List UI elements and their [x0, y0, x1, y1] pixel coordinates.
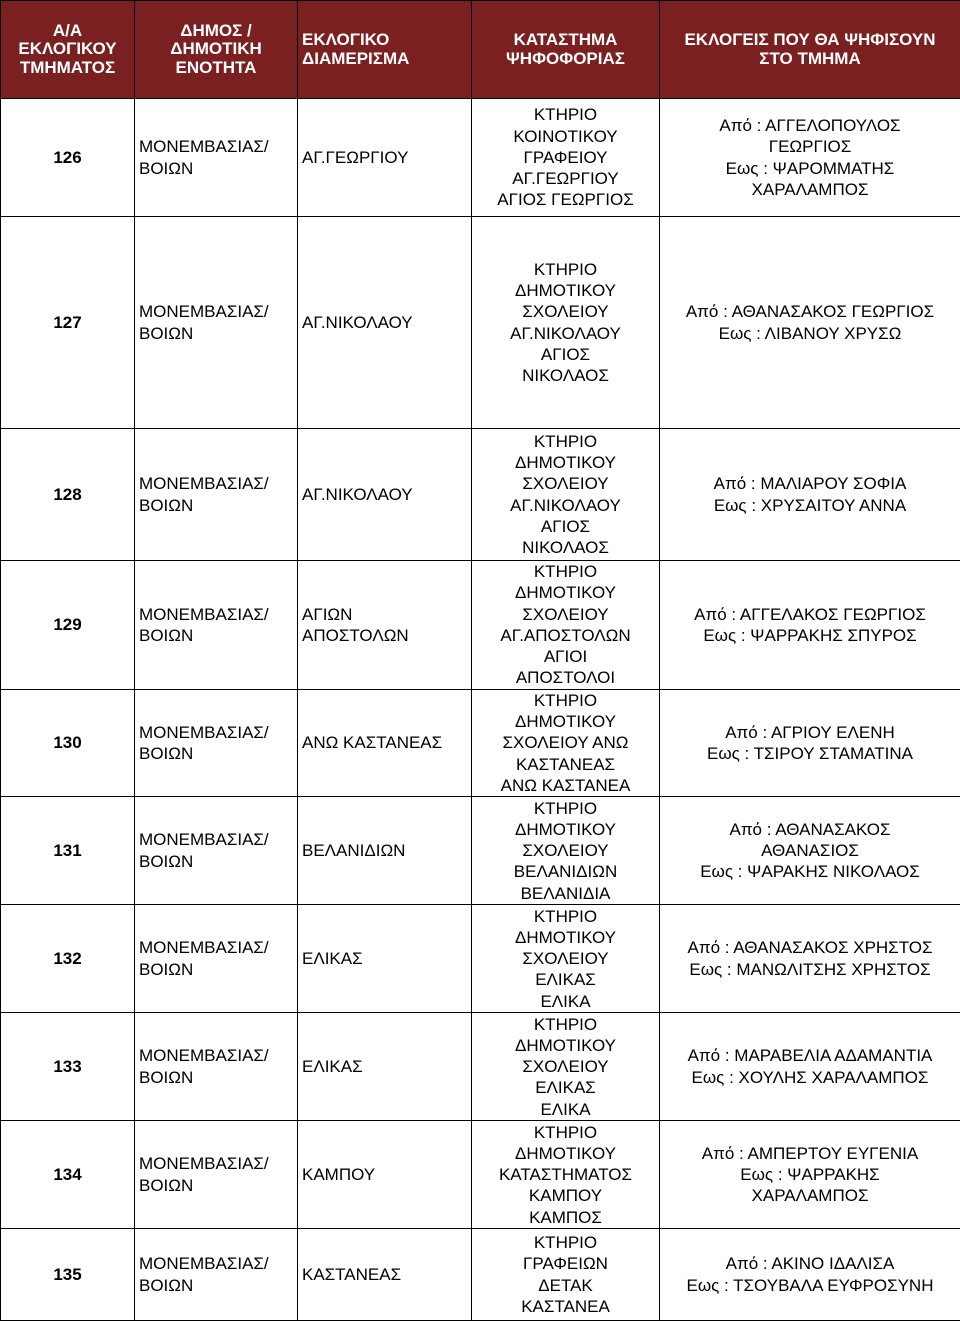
section-number: 130 [1, 689, 135, 796]
section-number: 129 [1, 561, 135, 690]
polling-station: ΚΤΗΡΙΟ ΔΗΜΟΤΙΚΟΥ ΚΑΤΑΣΤΗΜΑΤΟΣ ΚΑΜΠΟΥ ΚΑΜΠΟΣ [472, 1121, 660, 1229]
voters-range: Από : ΜΑΡΑΒΕΛΙΑ ΑΔΑΜΑΝΤΙΑ Εως : ΧΟΥΛΗΣ ΧΑΡΑΛΑΜΠΟΣ [660, 1013, 960, 1121]
table-row [1, 797, 960, 905]
polling-station: ΚΤΗΡΙΟ ΔΗΜΟΤΙΚΟΥ ΣΧΟΛΕΙΟΥ ΒΕΛΑΝΙΔΙΩΝ ΒΕΛΑΝΙΔΙΑ [472, 797, 660, 905]
municipality: ΜΟΝΕΜΒΑΣΙΑΣ/ ΒΟΙΩΝ [135, 1121, 298, 1229]
voters-range: Από : ΑΚΙΝΟ ΙΔΑΛΙΣΑ Εως : ΤΣΟΥΒΑΛΑ ΕΥΦΡΟΣΥΝΗ [660, 1229, 960, 1321]
section-number: 131 [1, 797, 135, 905]
voters-range: Από : ΑΜΠΕΡΤΟΥ ΕΥΓΕΝΙΑ Εως : ΨΑΡΡΑΚΗΣ ΧΑΡΑΛΑΜΠΟΣ [660, 1121, 960, 1229]
polling-station: ΚΤΗΡΙΟ ΔΗΜΟΤΙΚΟΥ ΣΧΟΛΕΙΟΥ ΑΝΩ ΚΑΣΤΑΝΕΑΣ ΑΝΩ ΚΑΣΤΑΝΕΑ [472, 689, 660, 796]
electoral-district: ΕΛΙΚΑΣ [298, 1013, 472, 1121]
municipality: ΜΟΝΕΜΒΑΣΙΑΣ/ ΒΟΙΩΝ [135, 429, 298, 561]
table-row [1, 1229, 960, 1321]
electoral-district: ΑΓ.ΝΙΚΟΛΑΟΥ [298, 217, 472, 429]
polling-station: ΚΤΗΡΙΟ ΔΗΜΟΤΙΚΟΥ ΣΧΟΛΕΙΟΥ ΑΓ.ΑΠΟΣΤΟΛΩΝ ΑΓΙΟΙ ΑΠΟΣΤΟΛΟΙ [472, 561, 660, 690]
polling-station: ΚΤΗΡΙΟ ΚΟΙΝΟΤΙΚΟΥ ΓΡΑΦΕΙΟΥ ΑΓ.ΓΕΩΡΓΙΟΥ ΑΓΙΟΣ ΓΕΩΡΓΙΟΣ [472, 99, 660, 217]
section-number: 132 [1, 905, 135, 1013]
table-row [1, 905, 960, 1013]
municipality: ΜΟΝΕΜΒΑΣΙΑΣ/ ΒΟΙΩΝ [135, 1229, 298, 1321]
electoral-district: ΑΝΩ ΚΑΣΤΑΝΕΑΣ [298, 689, 472, 796]
polling-station: ΚΤΗΡΙΟ ΔΗΜΟΤΙΚΟΥ ΣΧΟΛΕΙΟΥ ΕΛΙΚΑΣ ΕΛΙΚΑ [472, 1013, 660, 1121]
header-section-number: Α/Α ΕΚΛΟΓΙΚΟΥ ΤΜΗΜΑΤΟΣ [1, 1, 135, 99]
section-number: 134 [1, 1121, 135, 1229]
header-municipality: ΔΗΜΟΣ / ΔΗΜΟΤΙΚΗ ΕΝΟΤΗΤΑ [135, 1, 298, 99]
municipality: ΜΟΝΕΜΒΑΣΙΑΣ/ ΒΟΙΩΝ [135, 689, 298, 796]
header-voters: ΕΚΛΟΓΕΙΣ ΠΟΥ ΘΑ ΨΗΦΙΣΟΥΝ ΣΤΟ ΤΜΗΜΑ [660, 1, 960, 99]
table-row [1, 1121, 960, 1229]
electoral-district: ΑΓ.ΓΕΩΡΓΙΟΥ [298, 99, 472, 217]
voters-range: Από : ΑΘΑΝΑΣΑΚΟΣ ΑΘΑΝΑΣΙΟΣ Εως : ΨΑΡΑΚΗΣ ΝΙΚΟΛΑΟΣ [660, 797, 960, 905]
municipality: ΜΟΝΕΜΒΑΣΙΑΣ/ ΒΟΙΩΝ [135, 1013, 298, 1121]
section-number: 128 [1, 429, 135, 561]
municipality: ΜΟΝΕΜΒΑΣΙΑΣ/ ΒΟΙΩΝ [135, 905, 298, 1013]
section-number: 133 [1, 1013, 135, 1121]
electoral-district: ΚΑΜΠΟΥ [298, 1121, 472, 1229]
electoral-district: ΑΓ.ΝΙΚΟΛΑΟΥ [298, 429, 472, 561]
electoral-district: ΚΑΣΤΑΝΕΑΣ [298, 1229, 472, 1321]
municipality: ΜΟΝΕΜΒΑΣΙΑΣ/ ΒΟΙΩΝ [135, 797, 298, 905]
polling-station: ΚΤΗΡΙΟ ΔΗΜΟΤΙΚΟΥ ΣΧΟΛΕΙΟΥ ΑΓ.ΝΙΚΟΛΑΟΥ ΑΓΙΟΣ ΝΙΚΟΛΑΟΣ [472, 217, 660, 429]
voters-range: Από : ΜΑΛΙΑΡΟΥ ΣΟΦΙΑ Εως : ΧΡΥΣΑΙΤΟΥ ΑΝΝΑ [660, 429, 960, 561]
municipality: ΜΟΝΕΜΒΑΣΙΑΣ/ ΒΟΙΩΝ [135, 99, 298, 217]
electoral-district: ΑΓΙΩΝ ΑΠΟΣΤΟΛΩΝ [298, 561, 472, 690]
table-row [1, 217, 960, 429]
table-row [1, 689, 960, 796]
section-number: 135 [1, 1229, 135, 1321]
header-row [1, 1, 960, 99]
voters-range: Από : ΑΓΡΙΟΥ ΕΛΕΝΗ Εως : ΤΣΙΡΟΥ ΣΤΑΜΑΤΙΝΑ [660, 689, 960, 796]
polling-station: ΚΤΗΡΙΟ ΔΗΜΟΤΙΚΟΥ ΣΧΟΛΕΙΟΥ ΑΓ.ΝΙΚΟΛΑΟΥ ΑΓΙΟΣ ΝΙΚΟΛΑΟΣ [472, 429, 660, 561]
table-row [1, 1013, 960, 1121]
polling-station: ΚΤΗΡΙΟ ΔΗΜΟΤΙΚΟΥ ΣΧΟΛΕΙΟΥ ΕΛΙΚΑΣ ΕΛΙΚΑ [472, 905, 660, 1013]
voters-range: Από : ΑΘΑΝΑΣΑΚΟΣ ΧΡΗΣΤΟΣ Εως : ΜΑΝΩΛΙΤΣΗΣ ΧΡΗΣΤΟΣ [660, 905, 960, 1013]
electoral-district: ΒΕΛΑΝΙΔΙΩΝ [298, 797, 472, 905]
section-number: 126 [1, 99, 135, 217]
header-polling-station: ΚΑΤΑΣΤΗΜΑ ΨΗΦΟΦΟΡΙΑΣ [472, 1, 660, 99]
voters-range: Από : ΑΓΓΕΛΟΠΟΥΛΟΣ ΓΕΩΡΓΙΟΣ Εως : ΨΑΡΟΜΜΑΤΗΣ ΧΑΡΑΛΑΜΠΟΣ [660, 99, 960, 217]
municipality: ΜΟΝΕΜΒΑΣΙΑΣ/ ΒΟΙΩΝ [135, 217, 298, 429]
table-row [1, 561, 960, 690]
table-row [1, 99, 960, 217]
header-electoral-district: ΕΚΛΟΓΙΚΟ ΔΙΑΜΕΡΙΣΜΑ [298, 1, 472, 99]
table-row [1, 429, 960, 561]
polling-station: ΚΤΗΡΙΟ ΓΡΑΦΕΙΩΝ ΔΕΤΑΚ ΚΑΣΤΑΝΕΑ [472, 1229, 660, 1321]
electoral-district: ΕΛΙΚΑΣ [298, 905, 472, 1013]
voters-range: Από : ΑΓΓΕΛΑΚΟΣ ΓΕΩΡΓΙΟΣ Εως : ΨΑΡΡΑΚΗΣ ΣΠΥΡΟΣ [660, 561, 960, 690]
section-number: 127 [1, 217, 135, 429]
municipality: ΜΟΝΕΜΒΑΣΙΑΣ/ ΒΟΙΩΝ [135, 561, 298, 690]
voters-range: Από : ΑΘΑΝΑΣΑΚΟΣ ΓΕΩΡΓΙΟΣ Εως : ΛΙΒΑΝΟΥ ΧΡΥΣΩ [660, 217, 960, 429]
